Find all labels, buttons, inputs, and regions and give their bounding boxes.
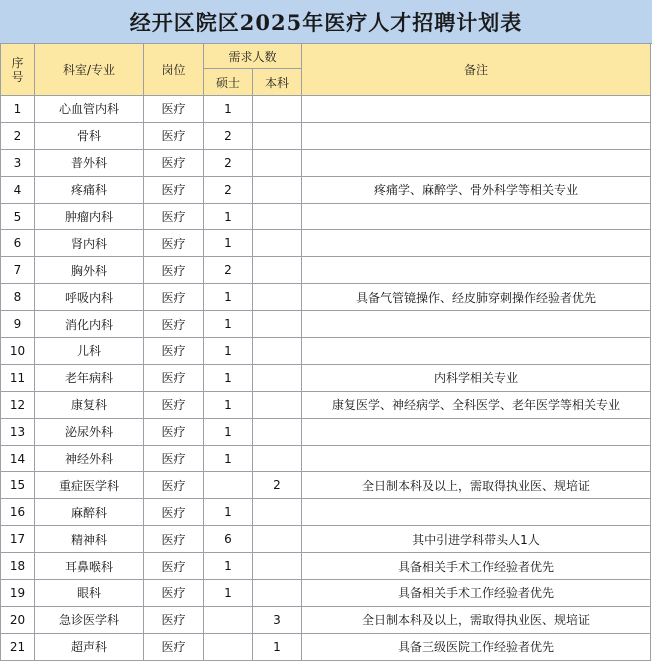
cell-dept: 心血管内科 <box>35 96 144 123</box>
cell-master: 1 <box>204 391 253 418</box>
cell-seq: 9 <box>1 311 35 338</box>
cell-master: 2 <box>204 149 253 176</box>
cell-bachelor <box>253 499 302 526</box>
table-row <box>1 338 651 365</box>
cell-seq: 1 <box>1 96 35 123</box>
recruitment-table <box>0 43 651 661</box>
table-row <box>1 122 651 149</box>
cell-seq: 13 <box>1 418 35 445</box>
cell-bachelor <box>253 391 302 418</box>
cell-bachelor <box>253 526 302 553</box>
cell-dept: 麻醉科 <box>35 499 144 526</box>
header-master: 硕士 <box>204 69 253 96</box>
cell-dept: 泌尿外科 <box>35 418 144 445</box>
table-row <box>1 580 651 607</box>
header-demand: 需求人数 <box>204 44 302 69</box>
cell-seq: 14 <box>1 445 35 472</box>
cell-master: 1 <box>204 311 253 338</box>
cell-dept: 重症医学科 <box>35 472 144 499</box>
header-seq <box>1 44 35 96</box>
cell-bachelor <box>253 418 302 445</box>
table-row <box>1 149 651 176</box>
cell-post: 医疗 <box>144 580 204 607</box>
cell-post: 医疗 <box>144 526 204 553</box>
cell-dept: 消化内科 <box>35 311 144 338</box>
cell-seq: 10 <box>1 338 35 365</box>
cell-note <box>302 203 651 230</box>
cell-bachelor <box>253 364 302 391</box>
cell-post: 医疗 <box>144 176 204 203</box>
cell-dept: 肿瘤内科 <box>35 203 144 230</box>
cell-master: 1 <box>204 499 253 526</box>
table-row <box>1 96 651 123</box>
table-row <box>1 526 651 553</box>
cell-master: 2 <box>204 257 253 284</box>
table-row <box>1 391 651 418</box>
cell-bachelor <box>253 149 302 176</box>
cell-note: 全日制本科及以上，需取得执业医、规培证 <box>302 606 651 633</box>
cell-bachelor <box>253 311 302 338</box>
cell-note: 康复医学、神经病学、全科医学、老年医学等相关专业 <box>302 391 651 418</box>
cell-seq: 16 <box>1 499 35 526</box>
table-row <box>1 203 651 230</box>
cell-post: 医疗 <box>144 633 204 660</box>
cell-master: 1 <box>204 284 253 311</box>
header-seq-label: 序号 <box>11 55 24 84</box>
cell-master: 1 <box>204 338 253 365</box>
cell-dept: 老年病科 <box>35 364 144 391</box>
cell-note <box>302 96 651 123</box>
cell-master: 1 <box>204 553 253 580</box>
table-row <box>1 230 651 257</box>
cell-master: 2 <box>204 122 253 149</box>
table-row <box>1 472 651 499</box>
cell-seq: 8 <box>1 284 35 311</box>
cell-note <box>302 122 651 149</box>
table-row <box>1 418 651 445</box>
cell-master <box>204 472 253 499</box>
table-row <box>1 606 651 633</box>
cell-note <box>302 445 651 472</box>
cell-master <box>204 606 253 633</box>
table-row <box>1 633 651 660</box>
table-row <box>1 445 651 472</box>
cell-seq: 21 <box>1 633 35 660</box>
cell-dept: 疼痛科 <box>35 176 144 203</box>
cell-bachelor <box>253 122 302 149</box>
cell-master: 1 <box>204 580 253 607</box>
cell-note: 具备三级医院工作经验者优先 <box>302 633 651 660</box>
cell-post: 医疗 <box>144 553 204 580</box>
header-bachelor: 本科 <box>253 69 302 96</box>
cell-post: 医疗 <box>144 472 204 499</box>
cell-dept: 精神科 <box>35 526 144 553</box>
cell-note <box>302 311 651 338</box>
table-row <box>1 499 651 526</box>
cell-bachelor: 2 <box>253 472 302 499</box>
cell-post: 医疗 <box>144 230 204 257</box>
cell-dept: 康复科 <box>35 391 144 418</box>
cell-note: 其中引进学科带头人1人 <box>302 526 651 553</box>
cell-master: 6 <box>204 526 253 553</box>
cell-bachelor <box>253 257 302 284</box>
cell-note: 全日制本科及以上，需取得执业医、规培证 <box>302 472 651 499</box>
cell-post: 医疗 <box>144 338 204 365</box>
table-row <box>1 311 651 338</box>
cell-seq: 3 <box>1 149 35 176</box>
cell-post: 医疗 <box>144 149 204 176</box>
cell-bachelor <box>253 284 302 311</box>
cell-note: 具备气管镜操作、经皮肺穿刺操作经验者优先 <box>302 284 651 311</box>
cell-seq: 5 <box>1 203 35 230</box>
cell-master <box>204 633 253 660</box>
cell-dept: 儿科 <box>35 338 144 365</box>
cell-post: 医疗 <box>144 203 204 230</box>
cell-bachelor <box>253 338 302 365</box>
cell-seq: 7 <box>1 257 35 284</box>
cell-seq: 6 <box>1 230 35 257</box>
cell-dept: 超声科 <box>35 633 144 660</box>
cell-note <box>302 230 651 257</box>
cell-post: 医疗 <box>144 122 204 149</box>
cell-seq: 2 <box>1 122 35 149</box>
cell-post: 医疗 <box>144 311 204 338</box>
cell-dept: 耳鼻喉科 <box>35 553 144 580</box>
cell-bachelor <box>253 553 302 580</box>
table-row <box>1 553 651 580</box>
cell-bachelor <box>253 445 302 472</box>
cell-master: 1 <box>204 96 253 123</box>
cell-seq: 17 <box>1 526 35 553</box>
cell-seq: 12 <box>1 391 35 418</box>
cell-note <box>302 149 651 176</box>
cell-post: 医疗 <box>144 445 204 472</box>
cell-dept: 骨科 <box>35 122 144 149</box>
cell-dept: 急诊医学科 <box>35 606 144 633</box>
cell-post: 医疗 <box>144 257 204 284</box>
cell-master: 1 <box>204 364 253 391</box>
cell-seq: 11 <box>1 364 35 391</box>
cell-dept: 神经外科 <box>35 445 144 472</box>
header-post: 岗位 <box>144 44 204 96</box>
cell-bachelor <box>253 580 302 607</box>
cell-post: 医疗 <box>144 499 204 526</box>
cell-bachelor <box>253 96 302 123</box>
cell-dept: 普外科 <box>35 149 144 176</box>
header-note: 备注 <box>302 44 651 96</box>
cell-post: 医疗 <box>144 96 204 123</box>
table-row <box>1 257 651 284</box>
cell-bachelor: 3 <box>253 606 302 633</box>
table-row <box>1 176 651 203</box>
cell-note <box>302 418 651 445</box>
cell-bachelor <box>253 203 302 230</box>
cell-dept: 胸外科 <box>35 257 144 284</box>
cell-dept: 眼科 <box>35 580 144 607</box>
cell-seq: 15 <box>1 472 35 499</box>
cell-master: 1 <box>204 230 253 257</box>
cell-seq: 19 <box>1 580 35 607</box>
table-body <box>1 96 651 661</box>
cell-master: 1 <box>204 203 253 230</box>
cell-master: 2 <box>204 176 253 203</box>
cell-note: 具备相关手术工作经验者优先 <box>302 553 651 580</box>
cell-post: 医疗 <box>144 606 204 633</box>
header-dept: 科室/专业 <box>35 44 144 96</box>
cell-master: 1 <box>204 418 253 445</box>
cell-dept: 肾内科 <box>35 230 144 257</box>
page-title: 经开区院区2025年医疗人才招聘计划表 <box>0 0 652 44</box>
cell-seq: 18 <box>1 553 35 580</box>
table-row <box>1 284 651 311</box>
cell-post: 医疗 <box>144 284 204 311</box>
cell-note: 疼痛学、麻醉学、骨外科学等相关专业 <box>302 176 651 203</box>
cell-bachelor <box>253 176 302 203</box>
cell-dept: 呼吸内科 <box>35 284 144 311</box>
cell-note <box>302 338 651 365</box>
cell-post: 医疗 <box>144 391 204 418</box>
cell-post: 医疗 <box>144 418 204 445</box>
cell-post: 医疗 <box>144 364 204 391</box>
cell-seq: 4 <box>1 176 35 203</box>
cell-bachelor: 1 <box>253 633 302 660</box>
cell-note: 具备相关手术工作经验者优先 <box>302 580 651 607</box>
cell-note: 内科学相关专业 <box>302 364 651 391</box>
cell-bachelor <box>253 230 302 257</box>
cell-seq: 20 <box>1 606 35 633</box>
cell-master: 1 <box>204 445 253 472</box>
table-row <box>1 364 651 391</box>
cell-note <box>302 257 651 284</box>
cell-note <box>302 499 651 526</box>
